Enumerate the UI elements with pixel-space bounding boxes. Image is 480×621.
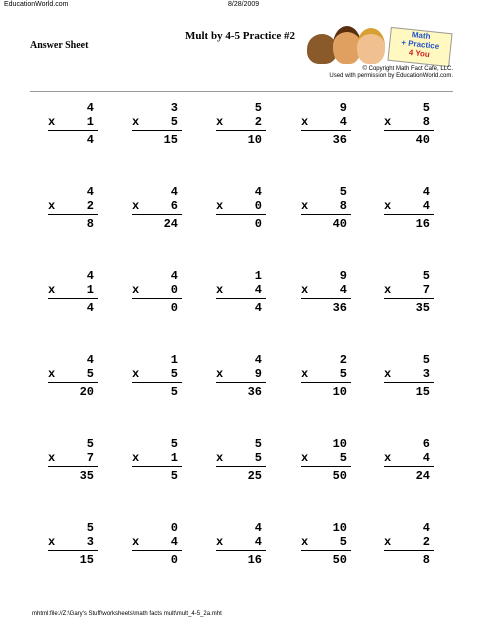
operator: x xyxy=(132,451,140,465)
multiplicand: 4 xyxy=(422,521,430,535)
multiplicand: 5 xyxy=(170,437,178,451)
multiplier: 1 xyxy=(170,451,178,465)
operator: x xyxy=(301,283,309,297)
operator: x xyxy=(48,283,56,297)
problem xyxy=(42,521,106,577)
problem xyxy=(295,185,359,241)
copyright-line-2: Used with permission by EducationWorld.com. xyxy=(329,73,453,79)
multiplier: 4 xyxy=(170,535,178,549)
operator: x xyxy=(132,115,140,129)
math-practice-sign xyxy=(387,27,452,67)
multiplicand: 1 xyxy=(170,353,178,367)
operator: x xyxy=(384,367,392,381)
multiplicand: 5 xyxy=(254,437,262,451)
answer: 15 xyxy=(163,133,178,147)
operator: x xyxy=(384,115,392,129)
answer-line xyxy=(216,214,266,215)
logo-line-2: + Practice xyxy=(400,38,440,51)
answer: 5 xyxy=(170,469,178,483)
multiplier: 0 xyxy=(254,199,262,213)
multiplier: 9 xyxy=(254,367,262,381)
answer: 10 xyxy=(332,385,347,399)
operator: x xyxy=(132,367,140,381)
multiplier: 4 xyxy=(254,535,262,549)
problem xyxy=(126,101,190,157)
operator: x xyxy=(216,283,224,297)
problem xyxy=(42,353,106,409)
header-divider xyxy=(30,91,453,92)
operator: x xyxy=(384,451,392,465)
operator: x xyxy=(48,535,56,549)
multiplier: 7 xyxy=(422,283,430,297)
operator: x xyxy=(384,535,392,549)
problem xyxy=(295,437,359,493)
operator: x xyxy=(48,199,56,213)
problem xyxy=(126,437,190,493)
multiplier: 3 xyxy=(422,367,430,381)
multiplier: 1 xyxy=(86,115,94,129)
answer: 40 xyxy=(332,217,347,231)
answer-line xyxy=(301,382,351,383)
answer: 4 xyxy=(86,301,94,315)
multiplicand: 5 xyxy=(422,101,430,115)
answer-line xyxy=(132,550,182,551)
multiplicand: 4 xyxy=(86,185,94,199)
multiplier: 4 xyxy=(339,283,347,297)
answer-line xyxy=(216,298,266,299)
answer-line xyxy=(384,298,434,299)
operator: x xyxy=(301,115,309,129)
answer-line xyxy=(301,298,351,299)
multiplier: 5 xyxy=(170,367,178,381)
multiplier: 2 xyxy=(254,115,262,129)
answer-line xyxy=(132,214,182,215)
multiplier: 3 xyxy=(86,535,94,549)
answer-line xyxy=(132,466,182,467)
answer-line xyxy=(301,130,351,131)
problem xyxy=(126,185,190,241)
multiplicand: 4 xyxy=(254,521,262,535)
answer: 8 xyxy=(86,217,94,231)
problem xyxy=(210,437,274,493)
answer-line xyxy=(48,214,98,215)
answer-line xyxy=(48,298,98,299)
multiplicand: 5 xyxy=(422,353,430,367)
multiplier: 5 xyxy=(86,367,94,381)
answer: 8 xyxy=(422,553,430,567)
multiplicand: 4 xyxy=(422,185,430,199)
answer: 24 xyxy=(163,217,178,231)
answer: 35 xyxy=(415,301,430,315)
answer-line xyxy=(384,550,434,551)
problem xyxy=(378,101,442,157)
multiplier: 1 xyxy=(86,283,94,297)
problem xyxy=(378,521,442,577)
multiplier: 4 xyxy=(339,115,347,129)
problem xyxy=(210,185,274,241)
answer-line xyxy=(384,130,434,131)
multiplicand: 4 xyxy=(86,101,94,115)
problem xyxy=(126,269,190,325)
operator: x xyxy=(132,199,140,213)
answer-line xyxy=(301,466,351,467)
multiplier: 4 xyxy=(422,199,430,213)
multiplicand: 4 xyxy=(86,353,94,367)
answer-line xyxy=(384,466,434,467)
answer: 24 xyxy=(415,469,430,483)
problem xyxy=(210,269,274,325)
multiplier: 6 xyxy=(170,199,178,213)
answer-line xyxy=(132,298,182,299)
answer: 35 xyxy=(79,469,94,483)
multiplicand: 9 xyxy=(339,269,347,283)
multiplier: 5 xyxy=(339,451,347,465)
copyright-line-1: © Copyright Math Fact Cafe, LLC. xyxy=(362,66,453,72)
problem xyxy=(295,353,359,409)
operator: x xyxy=(132,535,140,549)
kid-glasses-icon xyxy=(357,28,385,64)
answer-line xyxy=(48,130,98,131)
multiplicand: 5 xyxy=(339,185,347,199)
multiplicand: 5 xyxy=(422,269,430,283)
problem xyxy=(378,437,442,493)
operator: x xyxy=(216,451,224,465)
logo-line-3: 4 You xyxy=(408,47,431,60)
multiplicand: 5 xyxy=(86,521,94,535)
operator: x xyxy=(216,199,224,213)
answer-line xyxy=(216,466,266,467)
multiplier: 8 xyxy=(422,115,430,129)
multiplicand: 1 xyxy=(254,269,262,283)
operator: x xyxy=(216,115,224,129)
operator: x xyxy=(301,199,309,213)
operator: x xyxy=(48,451,56,465)
operator: x xyxy=(132,283,140,297)
problem xyxy=(378,353,442,409)
problem xyxy=(126,521,190,577)
answer-line xyxy=(301,214,351,215)
multiplier: 2 xyxy=(422,535,430,549)
problem xyxy=(295,101,359,157)
answer: 25 xyxy=(247,469,262,483)
answer: 50 xyxy=(332,553,347,567)
operator: x xyxy=(384,283,392,297)
page-title: Mult by 4-5 Practice #2 xyxy=(185,30,295,42)
multiplicand: 4 xyxy=(254,185,262,199)
multiplier: 2 xyxy=(86,199,94,213)
answer: 0 xyxy=(170,301,178,315)
operator: x xyxy=(301,367,309,381)
answer-line xyxy=(216,382,266,383)
multiplier: 5 xyxy=(339,535,347,549)
answer: 5 xyxy=(170,385,178,399)
answer: 36 xyxy=(332,301,347,315)
answer-line xyxy=(216,550,266,551)
operator: x xyxy=(301,535,309,549)
answer-line xyxy=(48,382,98,383)
answer: 0 xyxy=(254,217,262,231)
multiplier: 4 xyxy=(254,283,262,297)
problem xyxy=(210,521,274,577)
multiplicand: 9 xyxy=(339,101,347,115)
problem xyxy=(378,185,442,241)
operator: x xyxy=(301,451,309,465)
answer: 15 xyxy=(79,553,94,567)
multiplicand: 10 xyxy=(332,437,347,451)
operator: x xyxy=(384,199,392,213)
logo-line-1: Math xyxy=(411,30,431,42)
answer-sheet-label: Answer Sheet xyxy=(30,40,89,51)
multiplicand: 5 xyxy=(86,437,94,451)
multiplicand: 5 xyxy=(254,101,262,115)
multiplicand: 4 xyxy=(170,185,178,199)
answer-line xyxy=(48,466,98,467)
answer: 15 xyxy=(415,385,430,399)
answer: 40 xyxy=(415,133,430,147)
print-date: 8/28/2009 xyxy=(228,1,260,8)
operator: x xyxy=(216,535,224,549)
multiplicand: 4 xyxy=(254,353,262,367)
file-path-footer: mhtml:file://Z:\Gary's Stuff\worksheets\math facts mult\mult_4-5_2a.mht xyxy=(32,611,222,617)
multiplier: 8 xyxy=(339,199,347,213)
operator: x xyxy=(216,367,224,381)
multiplicand: 3 xyxy=(170,101,178,115)
multiplicand: 2 xyxy=(339,353,347,367)
answer-line xyxy=(384,382,434,383)
answer: 4 xyxy=(86,133,94,147)
answer-line xyxy=(132,130,182,131)
problem xyxy=(42,101,106,157)
multiplier: 7 xyxy=(86,451,94,465)
problem xyxy=(126,353,190,409)
operator: x xyxy=(48,115,56,129)
multiplicand: 10 xyxy=(332,521,347,535)
multiplier: 5 xyxy=(339,367,347,381)
math-practice-logo xyxy=(305,28,453,64)
multiplicand: 4 xyxy=(170,269,178,283)
multiplier: 0 xyxy=(170,283,178,297)
answer: 16 xyxy=(415,217,430,231)
answer-line xyxy=(216,130,266,131)
answer: 36 xyxy=(332,133,347,147)
problem xyxy=(42,185,106,241)
multiplier: 5 xyxy=(170,115,178,129)
answer-line xyxy=(384,214,434,215)
answer: 10 xyxy=(247,133,262,147)
answer: 4 xyxy=(254,301,262,315)
problem xyxy=(210,101,274,157)
problem xyxy=(42,269,106,325)
problem xyxy=(210,353,274,409)
multiplier: 4 xyxy=(422,451,430,465)
multiplicand: 6 xyxy=(422,437,430,451)
multiplicand: 4 xyxy=(86,269,94,283)
answer-line xyxy=(132,382,182,383)
problem xyxy=(378,269,442,325)
answer-line xyxy=(48,550,98,551)
operator: x xyxy=(48,367,56,381)
answer-line xyxy=(301,550,351,551)
copyright-notice xyxy=(290,66,453,80)
problem xyxy=(295,269,359,325)
answer: 20 xyxy=(79,385,94,399)
problem xyxy=(42,437,106,493)
answer: 36 xyxy=(247,385,262,399)
problem xyxy=(295,521,359,577)
answer: 16 xyxy=(247,553,262,567)
answer: 50 xyxy=(332,469,347,483)
site-name: EducationWorld.com xyxy=(4,1,69,8)
multiplier: 5 xyxy=(254,451,262,465)
multiplicand: 0 xyxy=(170,521,178,535)
answer: 0 xyxy=(170,553,178,567)
